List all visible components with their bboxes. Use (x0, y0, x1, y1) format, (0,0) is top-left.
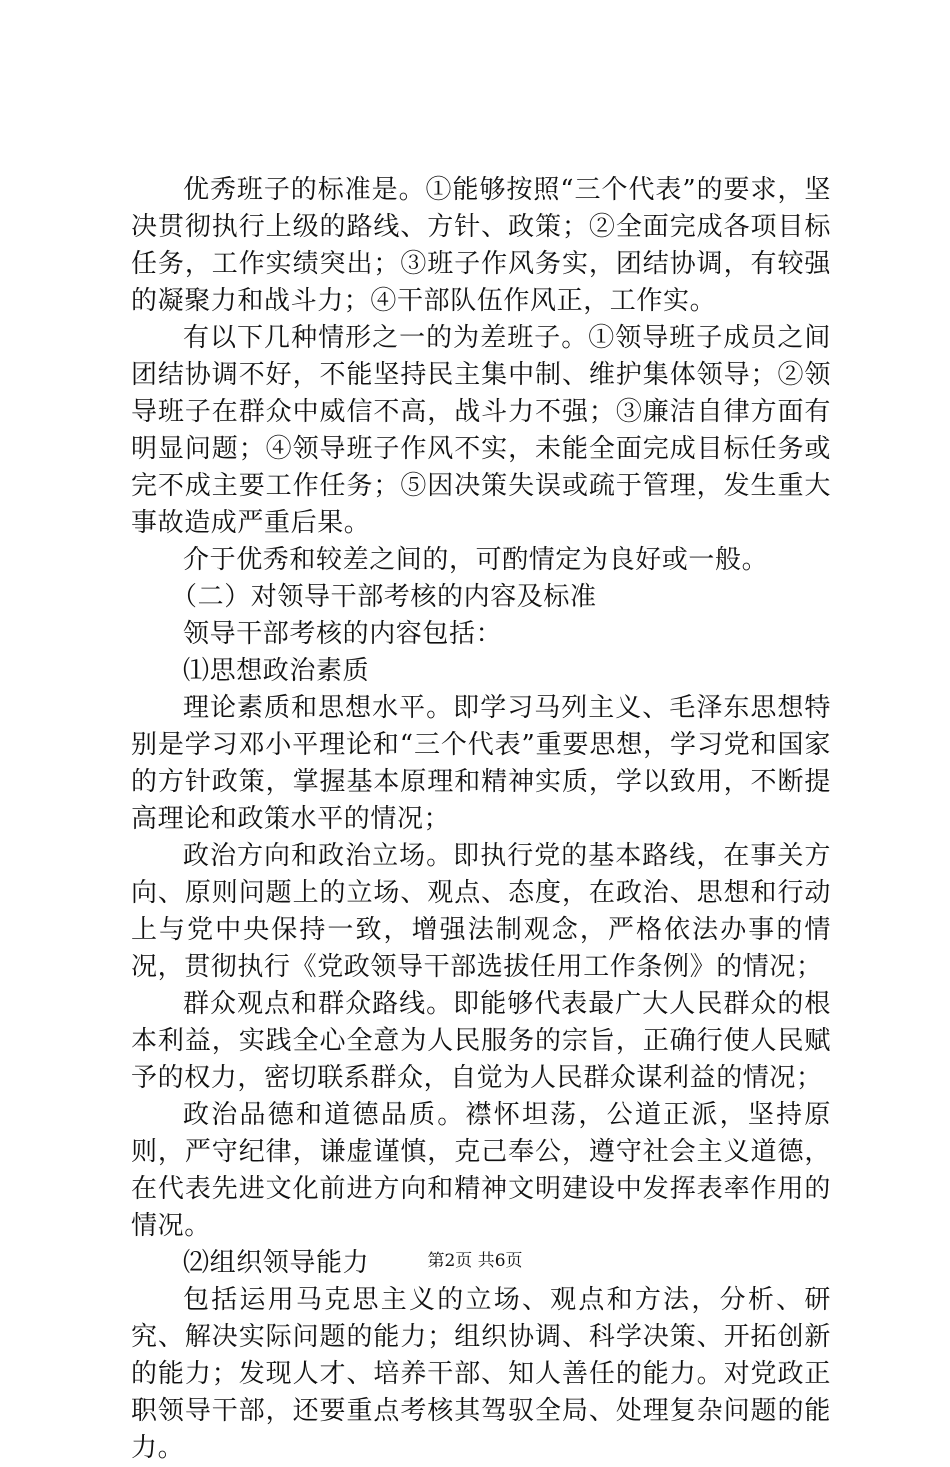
section-heading: （二）对领导干部考核的内容及标准 (171, 582, 597, 612)
paragraph: 政治方向和政治立场。即执行党的基本路线，在事关方向、原则问题上的立场、观点、态度，在政治、思想和行动上与党中央保持一致，增强法制观念，严格依法办事的情况，贯彻执行《党政领导干部选拔任用工作条例》的情况； (131, 841, 831, 982)
paragraph: 包括运用马克思主义的立场、观点和方法，分析、研究、解决实际问题的能力；组织协调、科学决策、开拓创新的能力；发现人才、培养干部、知人善任的能力。对党政正职领导干部，还要重点考核其驾驭全局、处理复杂问题的能力。 (131, 1285, 831, 1463)
paragraph: 群众观点和群众路线。即能够代表最广大人民群众的根本利益，实践全心全意为人民服务的宗旨，正确行使人民赋予的权力，密切联系群众，自觉为人民群众谋利益的情况； (131, 989, 831, 1093)
subsection-heading: ⑵组织领导能力 (183, 1248, 370, 1278)
document-body (131, 172, 831, 1467)
paragraph: 政治品德和道德品质。襟怀坦荡，公道正派，坚持原则，严守纪律，谦虚谨慎，克己奉公，遵守社会主义道德，在代表先进文化前进方向和精神文明建设中发挥表率作用的情况。 (131, 1100, 831, 1241)
paragraph: 有以下几种情形之一的为差班子。①领导班子成员之间团结协调不好，不能坚持民主集中制、维护集体领导；②领导班子在群众中威信不高，战斗力不强；③廉洁自律方面有明显问题；④领导班子作风不实，未能全面完成目标任务或完不成主要工作任务；⑤因决策失误或疏于管理，发生重大事故造成严重后果。 (131, 323, 831, 538)
subsection-heading: ⑴思想政治素质 (183, 656, 370, 686)
paragraph: 领导干部考核的内容包括： (183, 619, 503, 649)
page-number-footer: 第2页 共6页 (427, 1251, 523, 1271)
paragraph: 介于优秀和较差之间的，可酌情定为良好或一般。 (183, 545, 769, 575)
paragraph: 理论素质和思想水平。即学习马列主义、毛泽东思想特别是学习邓小平理论和“三个代表”重要思想，学习党和国家的方针政策，掌握基本原理和精神实质，学以致用，不断提高理论和政策水平的情况； (131, 693, 831, 834)
paragraph: 优秀班子的标准是。①能够按照“三个代表”的要求，坚决贯彻执行上级的路线、方针、政策；②全面完成各项目标任务，工作实绩突出；③班子作风务实，团结协调，有较强的凝聚力和战斗力；④干部队伍作风正，工作实。 (131, 175, 831, 316)
